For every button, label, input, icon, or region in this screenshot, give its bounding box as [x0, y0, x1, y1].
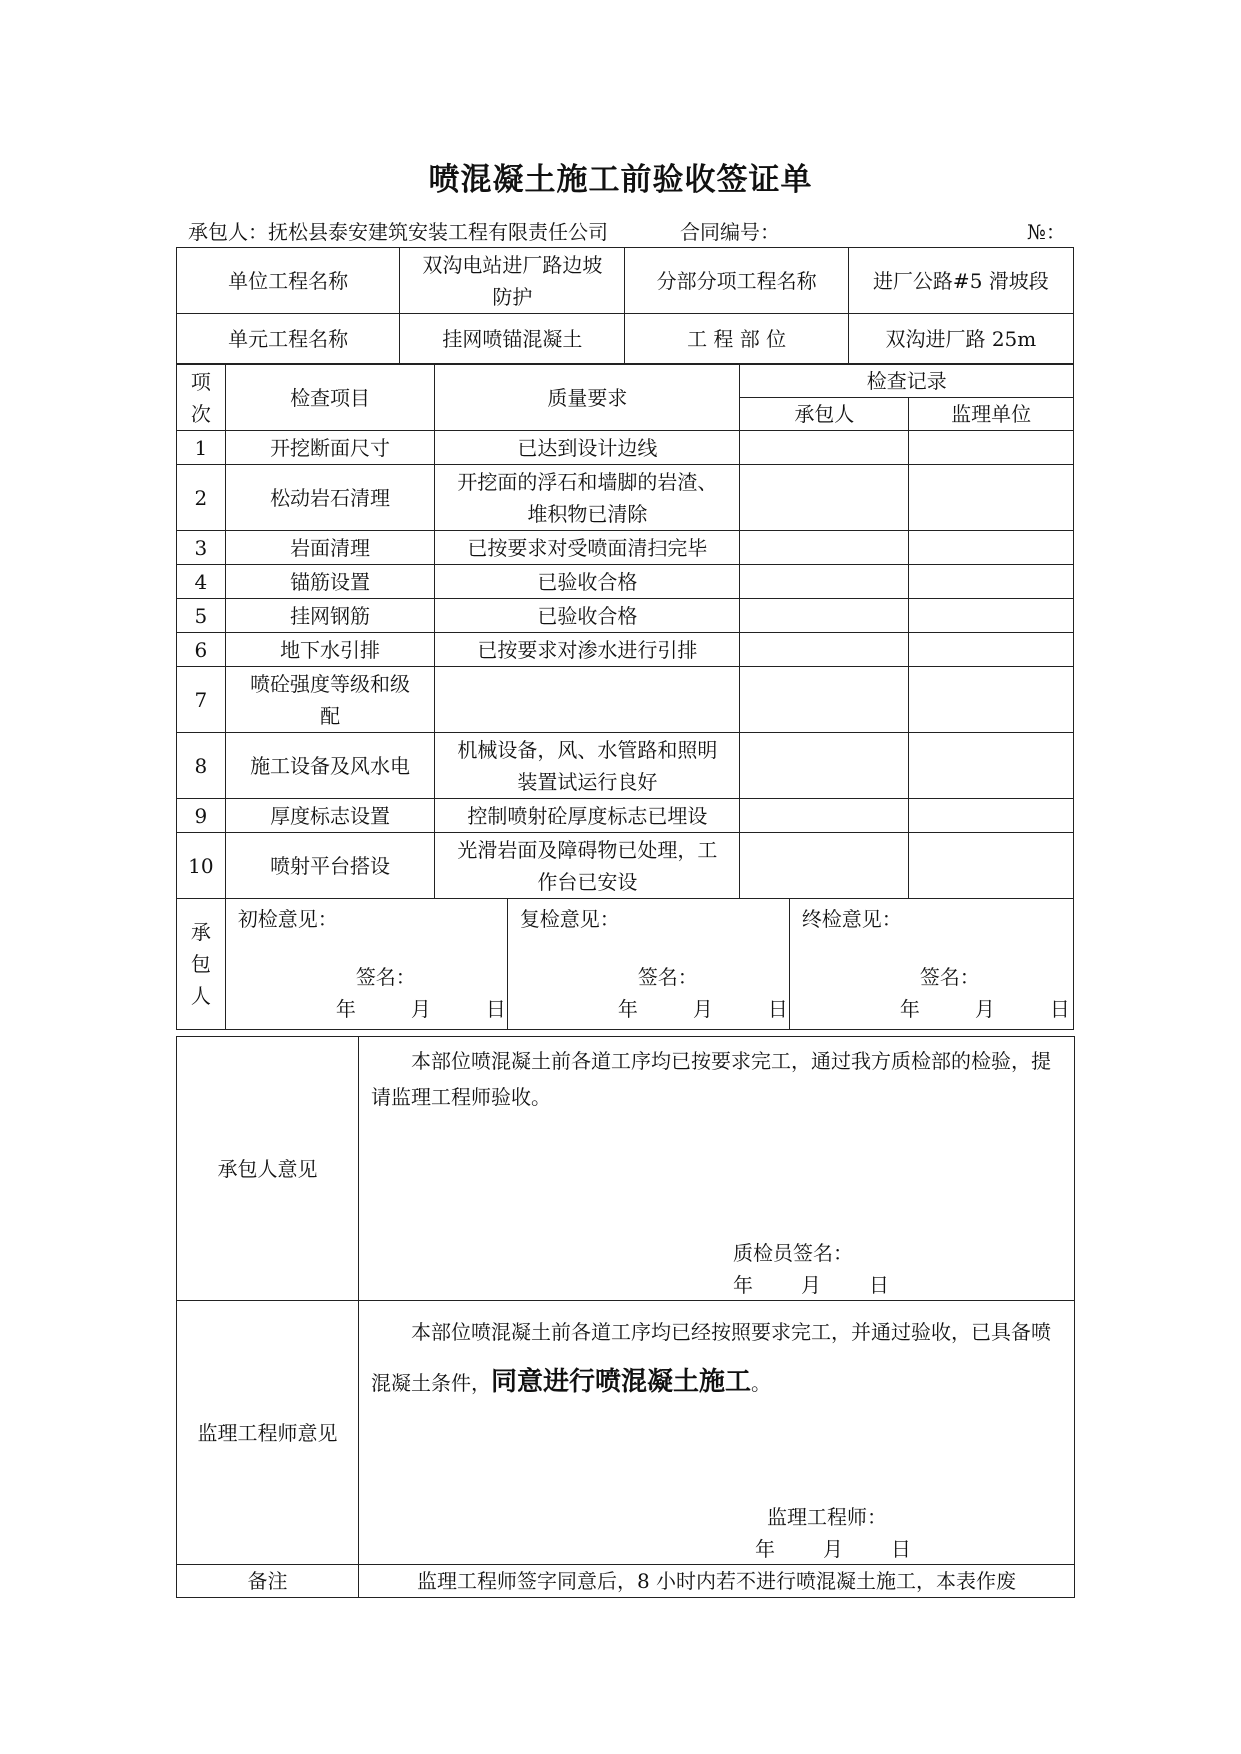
second-inspection	[508, 899, 790, 1029]
final-inspection-sign: 签名：	[919, 965, 980, 989]
contractor-opinion-cell	[359, 1037, 1075, 1301]
date-year: 年	[617, 997, 638, 1021]
check-row-requirement-line: 控制喷射砼厚度标志已埋设	[467, 803, 708, 828]
check-row-contractor-record	[740, 733, 909, 799]
check-row	[177, 465, 1074, 531]
check-row-contractor-record	[740, 465, 909, 531]
first-inspection-date	[336, 993, 506, 1025]
inspection-side-label-2: 包	[190, 952, 211, 976]
sub-project-label: 分部分项工程名称	[625, 248, 848, 314]
check-row-supervisor-record	[909, 667, 1074, 733]
check-rows	[177, 431, 1074, 899]
check-row-item	[225, 667, 435, 733]
check-row-contractor-record	[740, 799, 909, 833]
check-row-requirement	[435, 799, 740, 833]
check-row-requirement	[435, 633, 740, 667]
remark-text: 监理工程师签字同意后，8 小时内若不进行喷混凝土施工，本表作废	[359, 1565, 1075, 1598]
check-row-item	[225, 833, 435, 899]
info-table	[176, 247, 1074, 364]
check-row	[177, 633, 1074, 667]
check-row	[177, 431, 1074, 465]
second-inspection-date	[618, 993, 788, 1025]
check-row	[177, 799, 1074, 833]
check-row-supervisor-record	[909, 833, 1074, 899]
check-row	[177, 599, 1074, 633]
sub-project-value: 进厂公路#5 滑坡段	[848, 248, 1073, 314]
qc-signature-label: 质检员签名：	[733, 1241, 853, 1265]
check-row-item-line: 配	[320, 703, 341, 728]
check-row-contractor-record	[740, 565, 909, 599]
supervisor-opinion-label: 监理工程师意见	[177, 1301, 359, 1565]
supervisor-opinion-text-main: 本部位喷混凝土前各道工序均已经按照要求完工，并通过验收，已具备喷混凝土条件，	[371, 1320, 1051, 1395]
check-row-supervisor-record	[909, 431, 1074, 465]
date-year: 年	[755, 1537, 775, 1561]
check-table	[176, 364, 1074, 1030]
check-row-item-line: 松动岩石清理	[270, 485, 391, 510]
supervisor-opinion-approval: 同意进行喷混凝土施工	[491, 1367, 752, 1397]
check-row-contractor-record	[740, 531, 909, 565]
check-row-item	[225, 531, 435, 565]
col-header-requirement: 质量要求	[435, 365, 740, 431]
supervisor-opinion-cell	[359, 1301, 1075, 1565]
check-row-supervisor-record	[909, 733, 1074, 799]
check-row-supervisor-record	[909, 599, 1074, 633]
check-row-item	[225, 431, 435, 465]
check-row-requirement-line: 已验收合格	[537, 603, 638, 628]
date-day: 日	[891, 1537, 911, 1561]
check-row-requirement	[435, 431, 740, 465]
check-row-no: 4	[177, 565, 226, 599]
check-row-item-line: 岩面清理	[290, 535, 371, 560]
check-row-requirement	[435, 599, 740, 633]
date-month: 月	[823, 1537, 843, 1561]
element-project-label: 单元工程名称	[177, 314, 400, 364]
date-month: 月	[974, 997, 995, 1021]
location-value: 双沟进厂路 25m	[848, 314, 1073, 364]
check-row	[177, 833, 1074, 899]
date-day: 日	[767, 997, 788, 1021]
check-row-requirement-line: 装置试运行良好	[517, 769, 658, 794]
check-row-contractor-record	[740, 431, 909, 465]
check-row-no: 1	[177, 431, 226, 465]
check-row	[177, 565, 1074, 599]
date-day: 日	[1049, 997, 1070, 1021]
col-header-item: 检查项目	[225, 365, 435, 431]
check-row-supervisor-record	[909, 465, 1074, 531]
check-row-requirement	[435, 565, 740, 599]
check-row-contractor-record	[740, 833, 909, 899]
check-row-requirement-line: 已按要求对受喷面清扫完毕	[467, 535, 708, 560]
check-row-item-line: 喷砼强度等级和级	[250, 671, 411, 696]
date-month: 月	[801, 1273, 821, 1297]
check-row	[177, 531, 1074, 565]
unit-project-value-line1: 双沟电站进厂路边坡	[422, 252, 603, 277]
contract-number-label: 合同编号：	[680, 220, 780, 244]
check-row-no: 6	[177, 633, 226, 667]
date-year: 年	[899, 997, 920, 1021]
date-month: 月	[410, 997, 431, 1021]
contractor-opinion-label: 承包人意见	[177, 1037, 359, 1301]
form-number-label: №：	[1027, 220, 1066, 244]
check-row-supervisor-record	[909, 799, 1074, 833]
check-row-no: 2	[177, 465, 226, 531]
first-inspection-label: 初检意见：	[237, 907, 338, 931]
supervisor-opinion-text-end: 。	[751, 1371, 772, 1395]
inspection-side-label-3: 人	[190, 984, 211, 1008]
date-day: 日	[485, 997, 506, 1021]
check-row-item-line: 厚度标志设置	[270, 803, 391, 828]
inspection-opinions	[225, 899, 1073, 1030]
check-row-requirement	[435, 667, 740, 733]
first-inspection-sign: 签名：	[355, 965, 416, 989]
location-label: 工 程 部 位	[625, 314, 848, 364]
col-header-no-line2: 次	[190, 401, 211, 426]
col-header-record: 检查记录	[740, 365, 1074, 398]
contractor-label: 承包人：抚松县泰安建筑安装工程有限责任公司	[188, 220, 608, 244]
second-inspection-sign: 签名：	[637, 965, 698, 989]
check-row-contractor-record	[740, 633, 909, 667]
check-row-item	[225, 565, 435, 599]
check-row-requirement	[435, 465, 740, 531]
supervisor-opinion-date	[755, 1531, 911, 1567]
col-header-contractor: 承包人	[740, 398, 909, 431]
check-row-requirement	[435, 733, 740, 799]
unit-project-label: 单位工程名称	[177, 248, 400, 314]
check-row-no: 3	[177, 531, 226, 565]
check-row-supervisor-record	[909, 531, 1074, 565]
check-row-item	[225, 599, 435, 633]
unit-project-value	[400, 248, 625, 314]
element-project-value: 挂网喷锚混凝土	[400, 314, 625, 364]
final-inspection-date	[900, 993, 1070, 1025]
check-row-requirement-line: 作台已安设	[537, 869, 638, 894]
contractor-opinion-text: 本部位喷混凝土前各道工序均已按要求完工，通过我方质检部的检验，提请监理工程师验收。	[371, 1049, 1051, 1109]
supervisor-opinion-text	[371, 1307, 1062, 1408]
check-row-item	[225, 465, 435, 531]
final-inspection-label: 终检意见：	[801, 907, 902, 931]
col-header-no	[177, 365, 226, 431]
date-day: 日	[869, 1273, 889, 1297]
opinion-table	[176, 1036, 1075, 1598]
check-row-requirement-line: 堆积物已清除	[527, 501, 648, 526]
check-row-requirement-line: 已达到设计边线	[517, 435, 658, 460]
col-header-no-line1: 项	[190, 369, 211, 394]
check-row-item	[225, 799, 435, 833]
col-header-supervisor: 监理单位	[909, 398, 1074, 431]
check-row	[177, 667, 1074, 733]
check-row-requirement	[435, 531, 740, 565]
date-year: 年	[733, 1273, 753, 1297]
supervisor-signature-label: 监理工程师：	[767, 1505, 887, 1529]
check-row-contractor-record	[740, 667, 909, 733]
check-row	[177, 733, 1074, 799]
page-title: 喷混凝土施工前验收签证单	[428, 162, 813, 198]
check-row-item-line: 喷射平台搭设	[270, 853, 391, 878]
unit-project-value-line2: 防护	[492, 284, 533, 309]
remark-label: 备注	[177, 1565, 359, 1598]
second-inspection-label: 复检意见：	[519, 907, 620, 931]
check-row-item-line: 挂网钢筋	[290, 603, 371, 628]
check-row-no: 5	[177, 599, 226, 633]
check-row-requirement-line: 已验收合格	[537, 569, 638, 594]
check-row-item-line: 施工设备及风水电	[250, 753, 411, 778]
check-row-requirement-line: 光滑岩面及障碍物已处理，工	[457, 837, 718, 862]
check-row-requirement	[435, 833, 740, 899]
inspection-side-label-1: 承	[190, 920, 211, 944]
check-row-supervisor-record	[909, 633, 1074, 667]
first-inspection	[226, 899, 508, 1029]
date-year: 年	[335, 997, 356, 1021]
final-inspection	[790, 899, 1073, 1029]
check-row-no: 10	[177, 833, 226, 899]
check-row-item	[225, 733, 435, 799]
check-row-requirement-line: 开挖面的浮石和墙脚的岩渣、	[457, 469, 718, 494]
check-row-requirement-line: 已按要求对渗水进行引排	[477, 637, 698, 662]
check-row-item-line: 开挖断面尺寸	[270, 435, 391, 460]
check-row-no: 9	[177, 799, 226, 833]
check-row-requirement-line: 机械设备，风、水管路和照明	[457, 737, 718, 762]
check-row-contractor-record	[740, 599, 909, 633]
check-row-supervisor-record	[909, 565, 1074, 599]
check-row-item-line: 地下水引排	[280, 637, 381, 662]
date-month: 月	[692, 997, 713, 1021]
contractor-opinion-date	[733, 1267, 889, 1303]
check-row-item	[225, 633, 435, 667]
check-row-no: 8	[177, 733, 226, 799]
check-row-item-line: 锚筋设置	[290, 569, 371, 594]
check-row-no: 7	[177, 667, 226, 733]
inspection-side-label	[177, 899, 226, 1030]
